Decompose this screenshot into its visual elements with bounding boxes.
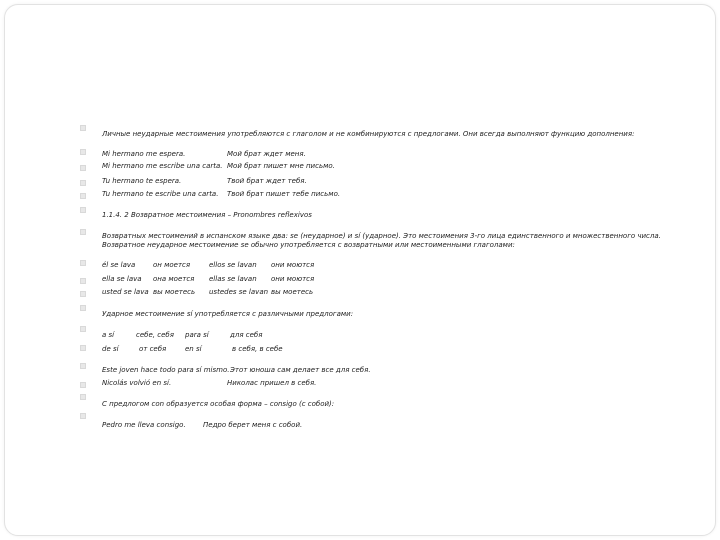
list-item [5, 261, 715, 275]
paragraph-text: С предлогом con образуется особая форма – consigo (с собой): [102, 400, 335, 408]
list-item [5, 275, 715, 289]
list-item [5, 288, 715, 302]
spanish-text: ella se lava [102, 275, 142, 283]
russian-text: он моется [153, 261, 191, 269]
spanish-text: en sí [185, 345, 202, 353]
spanish-text: Tu hermano te espera. [102, 177, 182, 185]
list-item [5, 345, 715, 359]
spanish-text: ellos se lavan [209, 261, 257, 269]
paragraph-text: Возвратных местоимений в испанском языке два: se (неударное) и sí (ударное). Это местоимения 3-го лица единственного и множественного числа. [102, 232, 661, 240]
list-item [5, 310, 715, 324]
paragraph-text: Личные неударные местоимения употребляются с глаголом и не комбинируются с предлогами. Они всегда выполняют функцию дополнения: [102, 130, 635, 138]
russian-text: Мой брат пишет мне письмо. [227, 162, 335, 170]
list-item [5, 162, 715, 176]
spanish-text: a sí [102, 331, 115, 339]
list-item [5, 130, 715, 144]
spanish-text: ellas se lavan [209, 275, 257, 283]
russian-text: для себя [230, 331, 263, 339]
paragraph-text: Возвратное неударное местоимение se обычно употребляется с возвратными или местоименными глаголами: [102, 241, 515, 249]
russian-text: Этот юноша сам делает все для себя. [230, 366, 371, 374]
spanish-text: Nicolás volvió en sí. [102, 379, 172, 387]
russian-text: Твой брат ждет тебя. [227, 177, 307, 185]
spanish-text: para sí [185, 331, 209, 339]
russian-text: вы моетесь [153, 288, 196, 296]
bullet-icon [80, 180, 86, 186]
section-heading: 1.1.4. 2 Возвратное местоимения – Pronombres reflexivos [102, 211, 312, 219]
russian-text: вы моетесь [271, 288, 314, 296]
spanish-text: Mi hermano me espera. [102, 150, 186, 158]
list-item [5, 232, 715, 252]
paragraph-text: Ударное местоимение sí употребляется с различными предлогами: [102, 310, 354, 318]
slide [4, 4, 716, 536]
spanish-text: Tu hermano te escribe una carta. [102, 190, 219, 198]
spanish-text: él se lava [102, 261, 136, 269]
list-item [5, 421, 715, 435]
russian-text: Николас пришел в себя. [227, 379, 317, 387]
russian-text: Мой брат ждет меня. [227, 150, 306, 158]
list-item [5, 177, 715, 191]
russian-text: Педро берет меня с собой. [203, 421, 303, 429]
spanish-text: usted se lava [102, 288, 149, 296]
spanish-text: ustedes se lavan [209, 288, 269, 296]
list-item [5, 190, 715, 204]
bullet-icon [80, 413, 86, 419]
bullet-icon [80, 382, 86, 388]
spanish-text: Mi hermano me escribe una carta. [102, 162, 223, 170]
russian-text: себе, себя [136, 331, 174, 339]
russian-text: она моется [153, 275, 195, 283]
bullet-icon [80, 165, 86, 171]
russian-text: Твой брат пишет тебе письмо. [227, 190, 341, 198]
spanish-text: de sí [102, 345, 119, 353]
russian-text: от себя [139, 345, 167, 353]
bullet-icon [80, 291, 86, 297]
russian-text: они моются [271, 261, 315, 269]
bullet-icon [80, 193, 86, 199]
bullet-icon [80, 278, 86, 284]
russian-text: в себя, в себе [232, 345, 283, 353]
spanish-text: Pedro me lleva consigo. [102, 421, 186, 429]
russian-text: они моются [271, 275, 315, 283]
list-item [5, 211, 715, 225]
spanish-text: Este joven hace todo para sí mismo. [102, 366, 230, 374]
list-item [5, 366, 715, 380]
